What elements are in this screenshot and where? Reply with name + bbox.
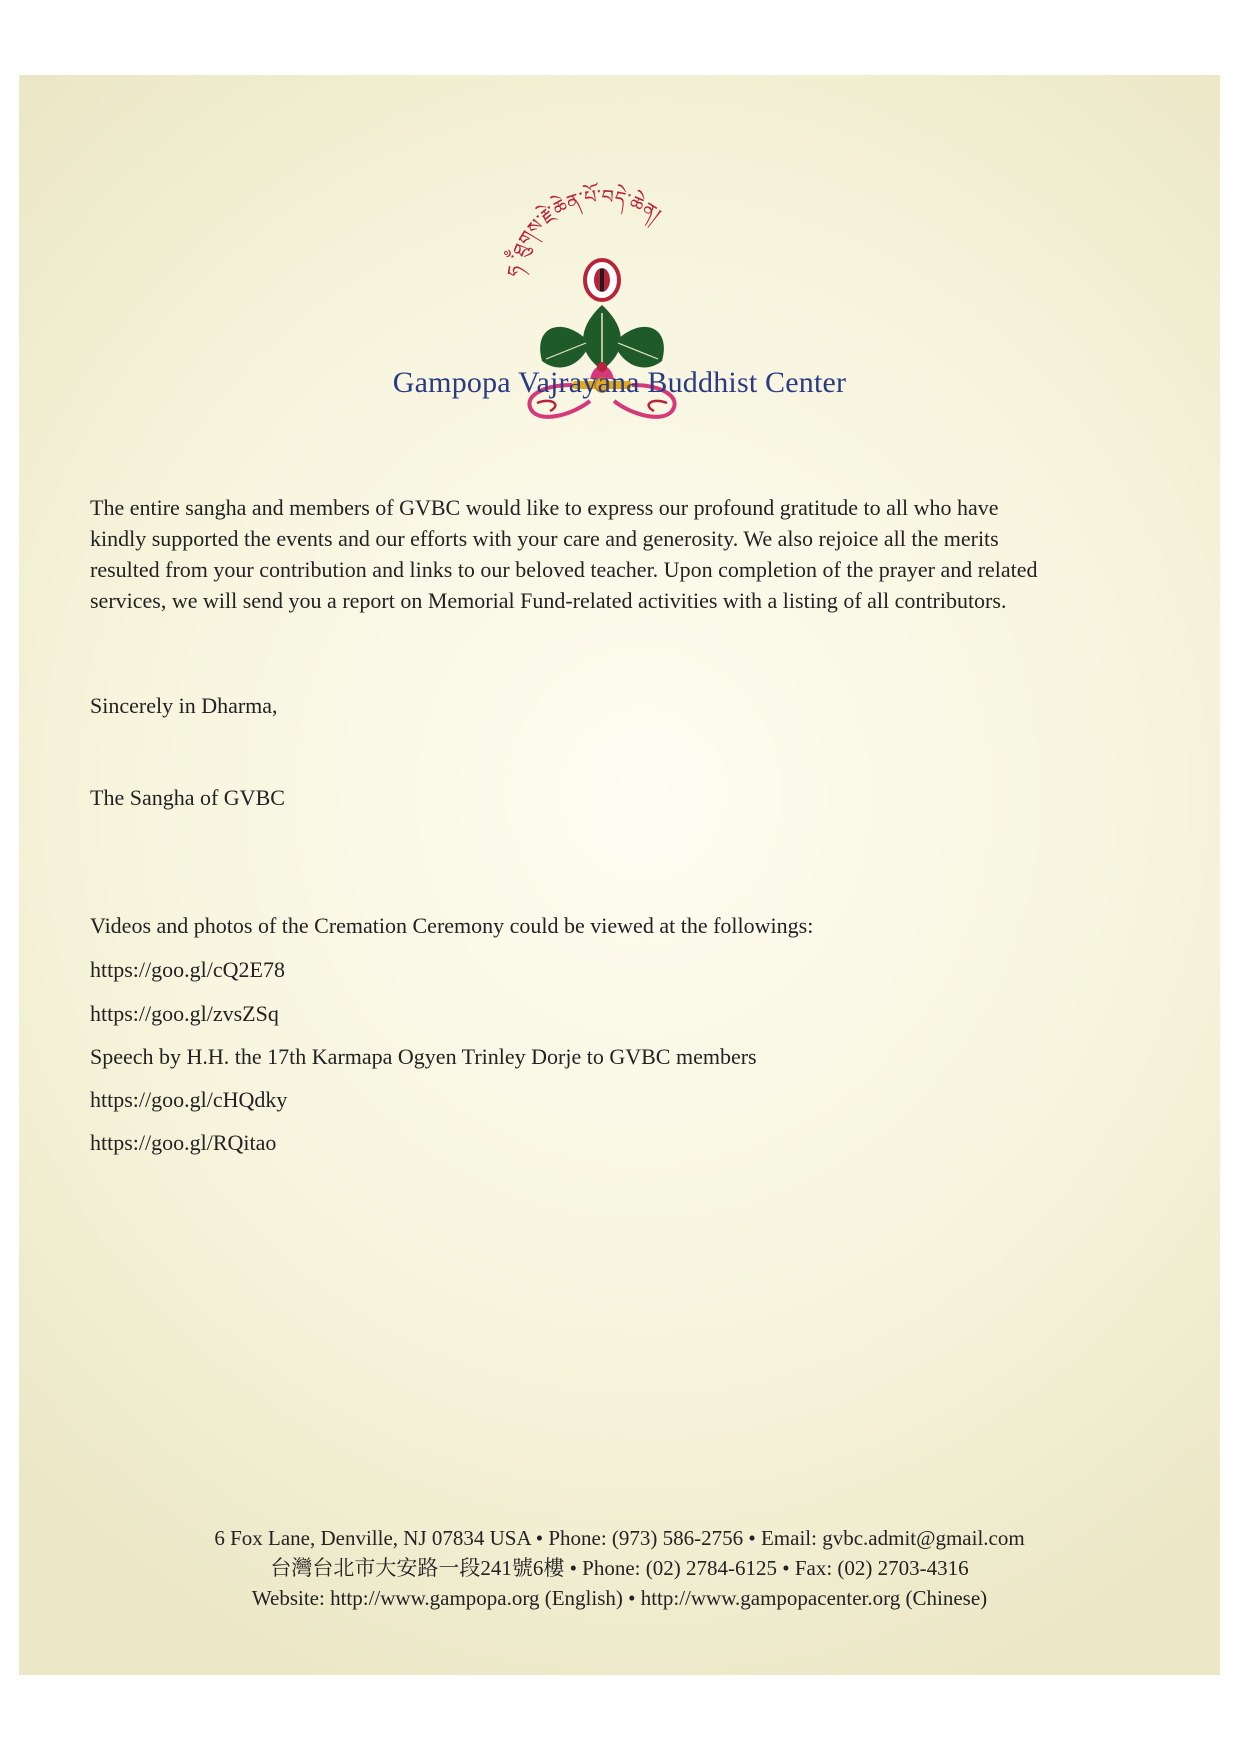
- svg-text:ཧ ྃ་ཐུགས་རྗེ་ཆེན་པོ་བདེ་ཆེན།: [502, 182, 665, 279]
- letter-signature: The Sangha of GVBC: [90, 785, 285, 810]
- speech-label: Speech by H.H. the 17th Karmapa Ogyen Trinley Dorje to GVBC members: [90, 1044, 757, 1069]
- letter-sheet: [19, 75, 1220, 1675]
- logo-tibetan-text: ཧ ྃ་ཐུགས་རྗེ་ཆེན་པོ་བདེ་ཆེན།: [503, 185, 666, 279]
- videos-intro: Videos and photos of the Cremation Ceremony could be viewed at the followings:: [90, 913, 814, 938]
- footer-address-taiwan: 台灣台北市大安路一段241號6樓 • Phone: (02) 2784-6125 • Fax: (02) 2703-4316: [270, 1556, 969, 1580]
- footer-address-us: 6 Fox Lane, Denville, NJ 07834 USA • Phone: (973) 586-2756 • Email: gvbc.admit@gmail.com: [214, 1526, 1025, 1550]
- video-link-1[interactable]: https://goo.gl/cQ2E78: [90, 957, 285, 982]
- letter-closing: Sincerely in Dharma,: [90, 693, 278, 718]
- footer-websites: Website: http://www.gampopa.org (English) • http://www.gampopacenter.org (Chinese): [251, 1586, 988, 1610]
- video-link-3[interactable]: https://goo.gl/cHQdky: [90, 1087, 288, 1112]
- letter-body: The entire sangha and members of GVBC would like to express our profound gratitude to all who have kindly supported the events and our efforts with your care and generosity. We also rejoice all the merits resulted from your contribution and links to our beloved teacher. Upon completion of the prayer and related services, we will send you a report on Memorial Fund-related activities with a listing of all contributors.: [90, 495, 1038, 613]
- organization-title: Gampopa Vajrayana Buddhist Center: [392, 366, 847, 399]
- letterhead-footer: [19, 1523, 1220, 1613]
- video-link-2[interactable]: https://goo.gl/zvsZSq: [90, 1001, 279, 1026]
- video-link-4[interactable]: https://goo.gl/RQitao: [90, 1130, 277, 1155]
